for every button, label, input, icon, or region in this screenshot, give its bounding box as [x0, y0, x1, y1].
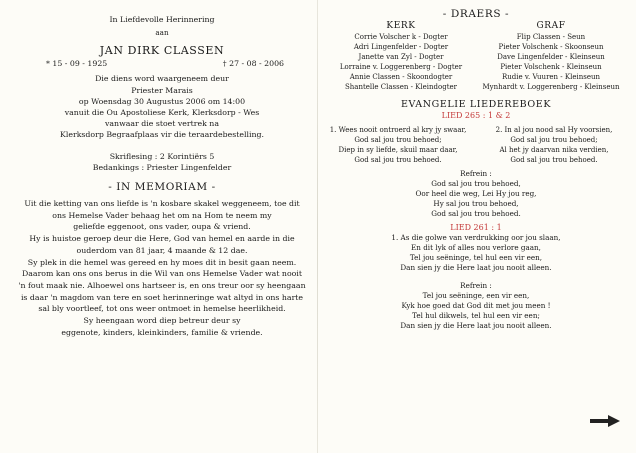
- service-details: [18, 73, 306, 140]
- death-date: † 27 - 08 - 2006: [222, 59, 284, 69]
- refrain-line: Tel hul dikwels, tel hul een vir een;: [412, 311, 540, 320]
- refrain-line: Tel jou seëninge, een vir een,: [422, 291, 530, 300]
- hymn-line: Dan sien jy die Here laat jou nooit alleen.: [400, 263, 552, 272]
- refrain-line: Dan sien jy die Here laat jou nooit alleen.: [400, 321, 552, 330]
- graf-bearer: Dave Lingenfelder - Kleinseun: [497, 53, 605, 61]
- evangelie-title: EVANGELIE LIEDEREBOEK: [400, 99, 552, 110]
- graf-bearer: Pieter Volschenk - Skoonseun: [498, 43, 604, 51]
- graf-bearer: Pieter Volschenk - Kleinseun: [500, 63, 602, 71]
- refrain-line: Hy sal jou trou behoed,: [433, 199, 519, 208]
- draers-title: - DRAERS -: [442, 8, 510, 20]
- hymn-line: Diep in sy liefde, skuil maar daar,: [338, 146, 458, 154]
- hymn-line: 1. Wees nooit ontroerd al kry jy swaar,: [329, 126, 467, 134]
- kerk-bearer: Annie Classen - Skoondogter: [349, 73, 453, 81]
- refrain-line: Oor heel die weg, Lei Hy jou reg,: [415, 189, 537, 198]
- lied1-reference: LIED 265 : 1 & 2: [441, 111, 511, 120]
- memoriam-line: Daarom kan ons ons berus in die Wil van ons Hemelse Vader wat nooit: [22, 269, 302, 279]
- service-line: Priester Marais: [131, 85, 193, 95]
- service-line: Klerksdorp Begraafplaas vir die teraardebestelling.: [60, 130, 264, 140]
- memoriam-line: geliefde eggenoot, ons vader, oupa & vriend.: [73, 222, 251, 232]
- hymn-line: Tel jou seëninge, tel hul een vir een,: [409, 253, 543, 262]
- dedication-aan: aan: [155, 28, 169, 38]
- graf-bearer: Rudie v. Vuuren - Kleinseun: [502, 73, 600, 81]
- lied1-verse2: [482, 125, 626, 165]
- pallbearers: [326, 21, 626, 92]
- refrein2-text: [326, 291, 626, 331]
- hymn-line: God sal jou trou behoed.: [354, 156, 442, 164]
- birth-date: * 15 - 09 - 1925: [46, 59, 108, 69]
- service-line: vanwaar die stoet vertrek na: [105, 119, 219, 129]
- graf-column: [476, 21, 626, 92]
- refrein1-title: Refrein :: [460, 169, 492, 178]
- graf-bearer: Flip Classen - Seun: [516, 33, 586, 41]
- memoriam-text: [18, 198, 306, 338]
- right-page: [318, 0, 636, 453]
- memoriam-line: 'n fout maak nie. Alhoewel ons hartseer is, en ons treur oor sy heengaan: [18, 280, 306, 290]
- memoriam-line: Sy plek in die hemel was gereed en hy moes dit in besit gaan neem.: [27, 257, 297, 267]
- service-line: Die diens word waargeneem deur: [95, 74, 229, 84]
- kerk-bearer: Janette van Zyl - Dogter: [358, 53, 444, 61]
- hymn-line: En dit lyk of alles nou verlore gaan,: [411, 243, 541, 252]
- hymn-line: God sal jou trou behoed.: [510, 156, 598, 164]
- kerk-bearer: Adri Lingenfelder - Dogter: [353, 43, 449, 51]
- memoriam-line: sal bly voortleef, tot ons weer ontmoet in hemelse heerlikheid.: [38, 304, 286, 314]
- deceased-name: JAN DIRK CLASSEN: [99, 44, 225, 58]
- memoriam-line: eggenote, kinders, kleinkinders, familie & vriende.: [61, 327, 263, 337]
- kerk-bearer: Corrie Volscher k - Dogter: [354, 33, 448, 41]
- memoriam-line: Uit die ketting van ons liefde is 'n kosbare skakel weggeneem, toe dit: [24, 199, 300, 209]
- memoriam-line: is daar 'n magdom van tere en soet herinneringe wat altyd in ons harte: [20, 292, 304, 302]
- graf-title: GRAF: [536, 21, 566, 31]
- kerk-column: [326, 21, 476, 92]
- reading-details: [18, 151, 306, 173]
- refrain-line: God sal jou trou behoed,: [431, 179, 521, 188]
- lied1-verse1: [326, 125, 470, 165]
- lied1-verses: [326, 125, 626, 165]
- memoriam-line: ons Hemelse Vader behaag het om na Hom te neem my: [52, 210, 272, 220]
- lied2-reference: LIED 261 : 1: [450, 223, 502, 232]
- reading-line: Skriflesing : 2 Korintiërs 5: [109, 151, 215, 161]
- refrein2-title: Refrein :: [460, 281, 492, 290]
- hymn-line: 2. In al jou nood sal Hy voorsien,: [495, 126, 613, 134]
- memoriam-title: - IN MEMORIAM -: [108, 181, 216, 194]
- hymn-line: God sal jou trou behoed;: [510, 136, 598, 144]
- memoriam-line: Sy heengaan word diep betreur deur sy: [83, 316, 241, 326]
- hymn-line: God sal jou trou behoed;: [354, 136, 442, 144]
- life-dates: [18, 58, 306, 69]
- kerk-bearer: Shantelle Classen - Kleindogter: [344, 83, 458, 91]
- dedication-line: In Liefdevolle Herinnering: [109, 15, 215, 24]
- lied2-verse: [326, 233, 626, 273]
- right-arrow-icon: [590, 415, 620, 427]
- memoriam-line: ouderdom van 81 jaar, 4 maande & 12 dae.: [76, 245, 248, 255]
- reading-line: Bedankings : Priester Lingenfelder: [92, 162, 232, 172]
- refrain-line: Kyk hoe goed dat God dit met jou meen !: [401, 301, 551, 310]
- refrein1-text: [326, 179, 626, 219]
- hymn-line: 1. As die golwe van verdrukking oor jou slaan,: [391, 233, 561, 242]
- kerk-title: KERK: [386, 21, 416, 31]
- kerk-bearer: Lorraine v. Loggerenberg - Dogter: [339, 63, 463, 71]
- refrain-line: God sal jou trou behoed.: [431, 209, 521, 218]
- memoriam-line: Hy is huistoe geroep deur die Here, God van hemel en aarde in die: [29, 234, 295, 244]
- service-line: vanuit die Ou Apostoliese Kerk, Klerksdorp - Wes: [64, 108, 260, 118]
- service-line: op Woensdag 30 Augustus 2006 om 14:00: [78, 96, 246, 106]
- graf-bearer: Mynhardt v. Loggerenberg - Kleinseun: [482, 83, 620, 91]
- hymn-line: Al het jy daarvan nika verdien,: [499, 146, 609, 154]
